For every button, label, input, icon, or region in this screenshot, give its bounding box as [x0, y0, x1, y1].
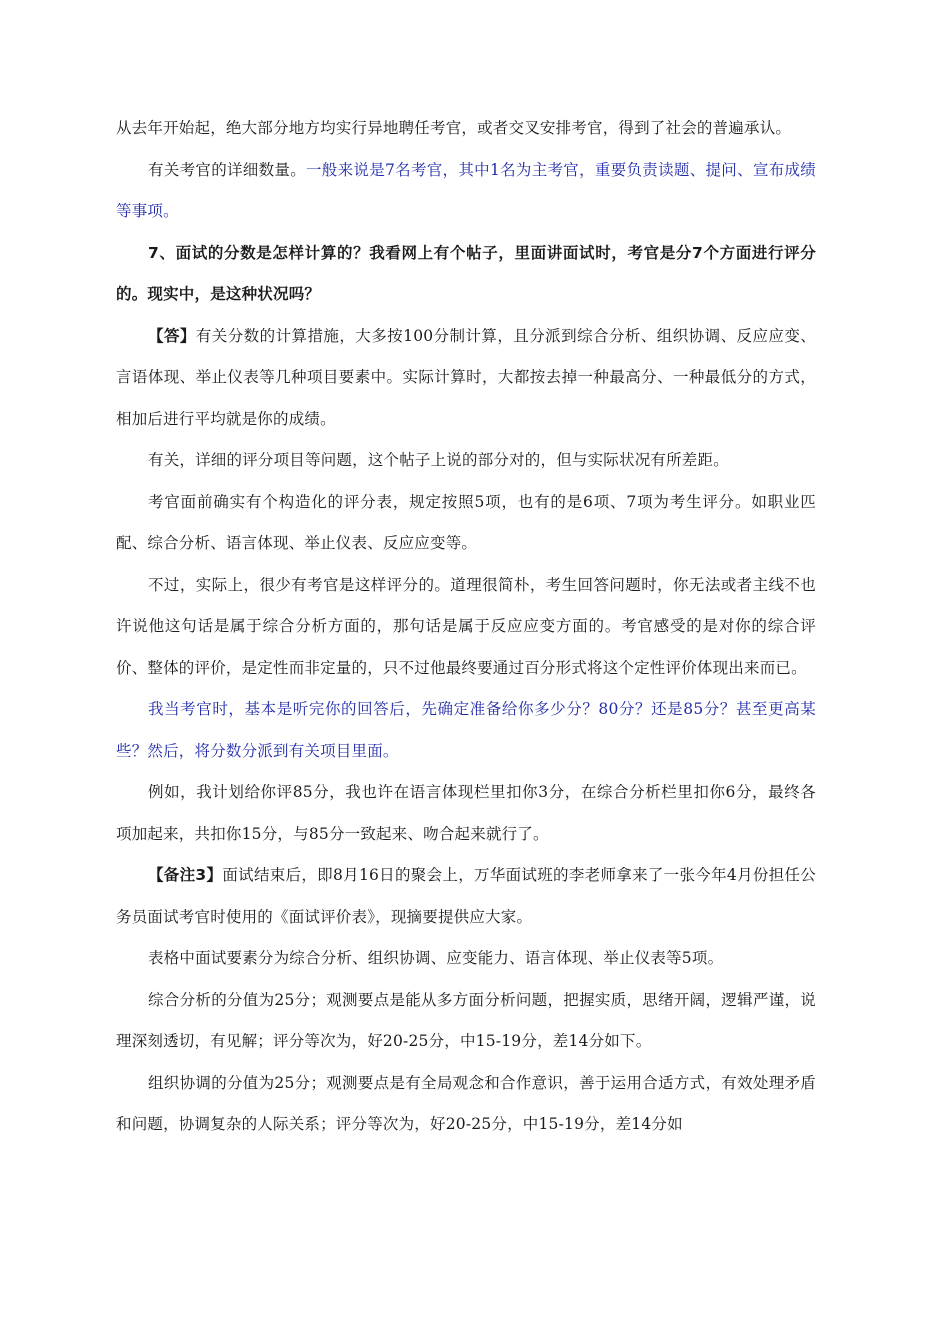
- paragraph-actual-scoring: 不过，实际上，很少有考官是这样评分的。道理很简朴，考生回答问题时，你无法或者主线不也许说他这句话是属于综合分析方面的，那句话是属于反应应变方面的。考官感受的是对你的综合评价、整体的评价，是定性而非定量的，只不过他最终要通过百分形式将这个定性评价体现出来而已。: [116, 575, 816, 677]
- paragraph-officer-count: [116, 150, 816, 233]
- note-paragraph: [116, 855, 816, 938]
- answer-paragraph: [116, 316, 816, 441]
- paragraph-officer-experience: 我当考官时，基本是听完你的回答后，先确定准备给你多少分？80分？还是85分？甚至更高某些？然后，将分数分派到有关项目里面。: [116, 700, 816, 760]
- paragraph-scoring-table: 考官面前确实有个构造化的评分表，规定按照5项，也有的是6项、7项为考生评分。如职业匹配、综合分析、语言体现、举止仪表、反应应变等。: [116, 492, 816, 552]
- officer-count-highlight: 一般来说是7名考官，其中1名为主考官，重要负责读题、提问、宣布成绩等事项。: [116, 160, 816, 220]
- paragraph-comprehensive-analysis: 综合分析的分值为25分；观测要点是能从多方面分析问题，把握实质，思绪开阔，逻辑严谨，说理深刻透切，有见解；评分等次为，好20-25分，中15-19分，差14分如下。: [116, 990, 816, 1050]
- document-body: [116, 108, 816, 1146]
- paragraph-elements: 表格中面试要素分为综合分析、组织协调、应变能力、语言体现、举止仪表等5项。: [148, 949, 724, 967]
- answer-label: 【答】: [148, 326, 196, 345]
- note-text: 面试结束后，即8月16日的聚会上，万华面试班的李老师拿来了一张今年4月份担任公务员面试考官时使用的《面试评价表》，现摘要提供应大家。: [116, 866, 816, 926]
- paragraph-example: 例如，我计划给你评85分，我也许在语言体现栏里扣你3分，在综合分析栏里扣你6分，最终各项加起来，共扣你15分，与85分一致起来、吻合起来就行了。: [116, 783, 816, 843]
- officer-count-intro: 有关考官的详细数量。: [148, 160, 306, 179]
- paragraph-organization-coordination: 组织协调的分值为25分；观测要点是有全局观念和合作意识，善于运用合适方式，有效处理矛盾和问题，协调复杂的人际关系；评分等次为，好20-25分，中15-19分，差14分如: [116, 1073, 816, 1133]
- paragraph-exam-officers: 从去年开始起，绝大部分地方均实行异地聘任考官，或者交叉安排考官，得到了社会的普遍承认。: [116, 119, 792, 137]
- question-7: 7、面试的分数是怎样计算的？我看网上有个帖子，里面讲面试时，考官是分7个方面进行评分的。现实中，是这种状况吗？: [116, 243, 816, 303]
- paragraph-scoring-items: 有关，详细的评分项目等问题，这个帖子上说的部分对的，但与实际状况有所差距。: [148, 451, 729, 469]
- answer-text: 有关分数的计算措施，大多按100分制计算，且分派到综合分析、组织协调、反应应变、言语体现、举止仪表等几种项目要素中。实际计算时，大都按去掉一种最高分、一种最低分的方式，相加后进行平均就是你的成绩。: [116, 326, 816, 428]
- note-label: 【备注3】: [148, 866, 223, 884]
